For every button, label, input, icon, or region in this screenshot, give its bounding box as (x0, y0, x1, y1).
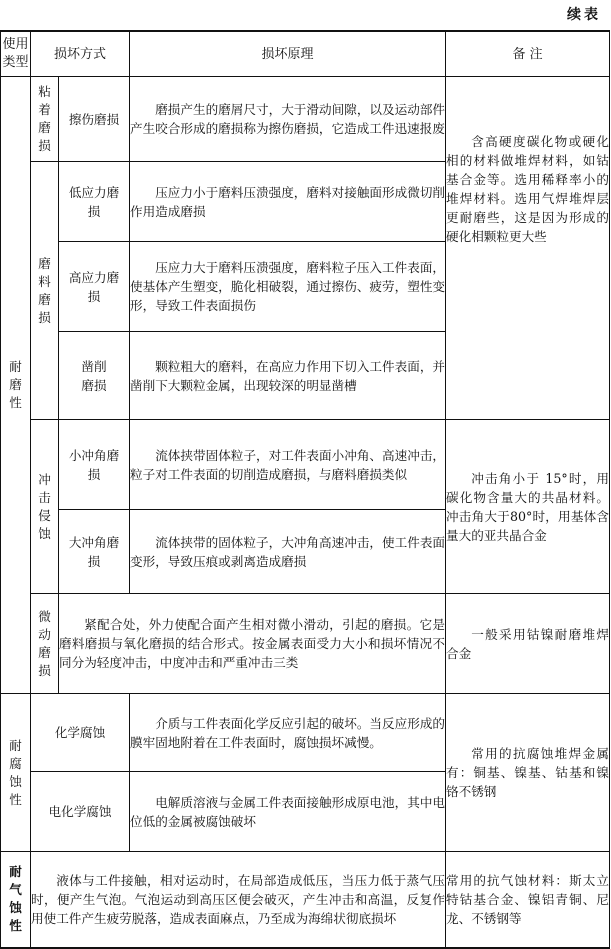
note-corrosion: 常用的抗腐蚀堆焊金属有：铜基、镍基、钴基和镍铬不锈钢 (446, 694, 610, 852)
note-erosion: 冲击角小于 15°时，用碳化物含量大的共晶材料。冲击角大于80°时，用基体含量大的亚共晶合金 (446, 420, 610, 594)
principle-gouging: 颗粒粗大的磨料，在高应力作用下切入工件表面，并凿削下大颗粒金属，出现较深的明显凿槽 (130, 332, 446, 420)
continued-label: 续表 (567, 7, 601, 23)
note-fretting: 一般采用钴镍耐磨堆焊合金 (446, 594, 610, 694)
group-abrasive: 磨料磨损 (31, 162, 59, 420)
table-row (1, 77, 610, 162)
header-principle: 损坏原理 (130, 31, 446, 77)
principle-cavitation: 液体与工件接触，相对运动时，在局部造成低压，当压力低于蒸气压时，便产生气泡。气泡运动到高压区便会破灭，产生冲击和高温，反复作用使工件产生疲劳脱落，造成表面麻点，乃至成为海绵状彻底损坏 (31, 852, 446, 948)
sub-small-angle: 小冲角磨损 (59, 420, 130, 510)
sub-gouging: 凿削磨损 (59, 332, 130, 420)
header-type: 使用类型 (1, 31, 31, 77)
table-row (1, 694, 610, 772)
damage-table (0, 30, 610, 949)
sub-high-stress: 高应力磨损 (59, 242, 130, 332)
table-row (1, 420, 610, 510)
header-row (1, 31, 610, 77)
sub-electro: 电化学腐蚀 (31, 772, 130, 852)
category-wear: 耐磨性 (1, 77, 31, 694)
category-cavitation: 耐气蚀性 (1, 852, 31, 948)
group-erosion: 冲击侵蚀 (31, 420, 59, 594)
principle-chemical: 介质与工件表面化学反应引起的破坏。当反应形成的膜牢固地附着在工件表面时，腐蚀损坏减慢。 (130, 694, 446, 772)
sub-adhesive: 擦伤磨损 (59, 77, 130, 162)
sub-large-angle: 大冲角磨损 (59, 510, 130, 594)
sub-chemical: 化学腐蚀 (31, 694, 130, 772)
principle-large-angle: 流体挟带的固体粒子，大冲角高速冲击，使工件表面变形，导致压痕或剥离造成磨损 (130, 510, 446, 594)
principle-electro: 电解质溶液与金属工件表面接触形成原电池，其中电位低的金属被腐蚀破坏 (130, 772, 446, 852)
table-row (1, 852, 610, 948)
principle-low-stress: 压应力小于磨料压溃强度，磨料对接触面形成微切削作用造成磨损 (130, 162, 446, 242)
principle-small-angle: 流体挟带固体粒子，对工件表面小冲角、高速冲击，粒子对工件表面的切削造成磨损，与磨料磨损类似 (130, 420, 446, 510)
header-mode: 损坏方式 (31, 31, 130, 77)
group-adhesive: 粘着磨损 (31, 77, 59, 162)
principle-adhesive: 磨损产生的磨屑尺寸，大于滑动间隙，以及运动部件产生咬合形成的磨损称为擦伤磨损，它造成工件迅速报废 (130, 77, 446, 162)
header-note: 备 注 (446, 31, 610, 77)
sub-low-stress: 低应力磨损 (59, 162, 130, 242)
category-corrosion: 耐腐蚀性 (1, 694, 31, 852)
note-abrasive: 含高硬度碳化物或硬化相的材料做堆焊材料，如钴基合金等。选用稀释率小的堆焊材料。选用气焊堆焊层更耐磨些，这是因为形成的硬化相颗粒更大些 (446, 77, 610, 420)
note-cavitation: 常用的抗气蚀材料：斯太立特钴基合金、镍铝青铜、尼龙、不锈钢等 (446, 852, 610, 948)
principle-high-stress: 压应力大于磨料压溃强度，磨料粒子压入工件表面，使基体产生塑变，脆化相破裂，通过擦伤、疲劳，塑性变形，导致工件表面损伤 (130, 242, 446, 332)
principle-fretting: 紧配合处，外力使配合面产生相对微小滑动，引起的磨损。它是磨料磨损与氧化磨损的结合形式。按金属表面受力大小和损坏情况不同分为轻度冲击，中度冲击和严重冲击三类 (59, 594, 446, 694)
table-row (1, 594, 610, 694)
group-fretting: 微动磨损 (31, 594, 59, 694)
